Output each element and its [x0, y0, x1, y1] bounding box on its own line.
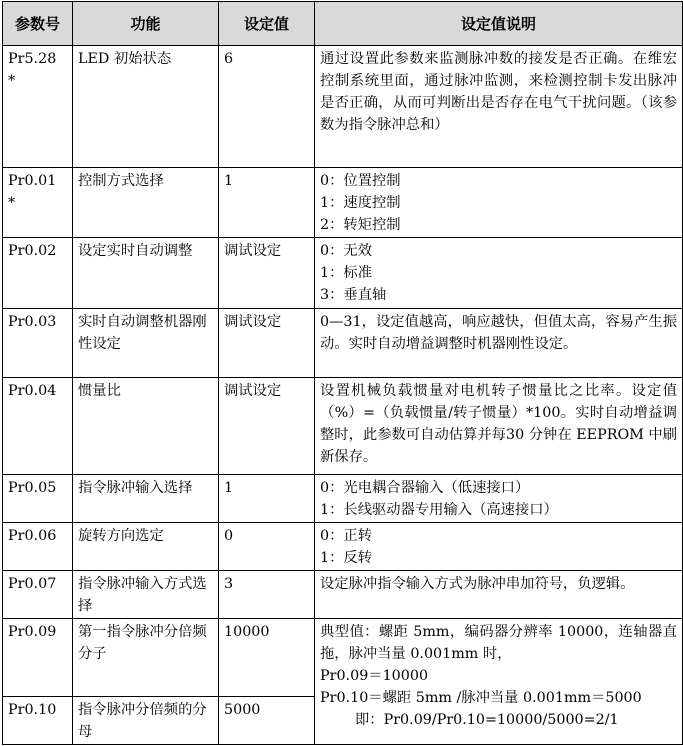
param-description: [315, 309, 683, 378]
param-id: Pr0.06: [3, 523, 73, 571]
param-value: 0: [219, 523, 315, 571]
table-row: [3, 168, 683, 238]
description-line: 0：无效: [320, 243, 372, 259]
table-row: [3, 523, 683, 571]
param-description: [315, 46, 683, 168]
param-description: [315, 475, 683, 523]
param-function: 第一指令脉冲分倍频分子: [73, 619, 219, 697]
header-description: 设定值说明: [315, 2, 683, 46]
table-row: [3, 619, 683, 697]
description-line: Pr0.09＝10000: [320, 668, 429, 684]
description-line: 设定脉冲指令输入方式为脉冲串加符号，负逻辑。: [320, 576, 635, 592]
table-row: [3, 378, 683, 475]
param-id: Pr0.09: [3, 619, 73, 697]
param-description: [315, 523, 683, 571]
param-id: Pr0.02: [3, 238, 73, 309]
table-header-row: [3, 2, 683, 46]
shared-description: [315, 619, 683, 745]
description-line: 典型值：螺距 5mm，编码器分辨率 10000，连轴器直拖，脉冲当量 0.001mm 时，: [320, 624, 677, 662]
description-line: 即：Pr0.09/Pr0.10=10000/5000=2/1: [355, 712, 619, 728]
parameter-table: [2, 1, 683, 745]
description-line: 0：位置控制: [320, 173, 401, 189]
param-function: LED 初始状态: [73, 46, 219, 168]
param-function: 设定实时自动调整: [73, 238, 219, 309]
header-function: 功能: [73, 2, 219, 46]
description-line: 0：光电耦合器输入（低速接口）: [320, 480, 530, 496]
description-line: 1：长线驱动器专用输入（高速接口）: [320, 502, 558, 518]
param-value: 调试设定: [219, 378, 315, 475]
param-function: 指令脉冲输入方式选择: [73, 571, 219, 619]
param-description: [315, 168, 683, 238]
table-row: [3, 571, 683, 619]
param-function: 控制方式选择: [73, 168, 219, 238]
param-value: 6: [219, 46, 315, 168]
param-value: 10000: [219, 619, 315, 697]
table-row: [3, 309, 683, 378]
param-id: Pr0.04: [3, 378, 73, 475]
param-description: [315, 378, 683, 475]
description-line: 1：标准: [320, 265, 372, 281]
param-id: Pr0.10: [3, 697, 73, 745]
description-line: 0：正转: [320, 528, 372, 544]
description-line: 1：速度控制: [320, 195, 401, 211]
param-id: Pr0.01 *: [3, 168, 73, 238]
header-value: 设定值: [219, 2, 315, 46]
param-id: Pr0.05: [3, 475, 73, 523]
param-function: 惯量比: [73, 378, 219, 475]
param-id: Pr5.28 *: [3, 46, 73, 168]
param-value: 5000: [219, 697, 315, 745]
description-line: 0—31，设定值越高，响应越快，但值太高，容易产生振动。实时自动增益调整时机器刚性设定。: [320, 314, 677, 352]
table-row: [3, 475, 683, 523]
param-id: Pr0.07: [3, 571, 73, 619]
param-value: 1: [219, 168, 315, 238]
header-param-no: 参数号: [3, 2, 73, 46]
param-function: 指令脉冲输入选择: [73, 475, 219, 523]
description-line: 2：转矩控制: [320, 217, 401, 233]
description-line: 通过设置此参数来监测脉冲数的接发是否正确。在维宏控制系统里面，通过脉冲监测，来检测控制卡发出脉冲是否正确，从而可判断出是否存在电气干扰问题。（该参数为指令脉冲总和）: [320, 51, 677, 133]
table-row: [3, 238, 683, 309]
param-description: [315, 571, 683, 619]
param-value: 3: [219, 571, 315, 619]
param-value: 调试设定: [219, 238, 315, 309]
param-function: 实时自动调整机器刚性设定: [73, 309, 219, 378]
description-line: 设置机械负载惯量对电机转子惯量比之比率。设定值（%）=（负载惯量/转子惯量）*100。实时自动增益调整时，此参数可自动估算并每30 分钟在 EEPROM 中刷新保存。: [320, 383, 677, 465]
description-line: Pr0.10＝螺距 5mm /脉冲当量 0.001mm＝5000: [320, 690, 642, 706]
param-description: [315, 238, 683, 309]
param-id: Pr0.03: [3, 309, 73, 378]
param-function: 旋转方向选定: [73, 523, 219, 571]
param-value: 调试设定: [219, 309, 315, 378]
param-function: 指令脉冲分倍频的分母: [73, 697, 219, 745]
table-row: [3, 46, 683, 168]
param-value: 1: [219, 475, 315, 523]
description-line: 3：垂直轴: [320, 287, 387, 303]
description-line: 1：反转: [320, 550, 372, 566]
